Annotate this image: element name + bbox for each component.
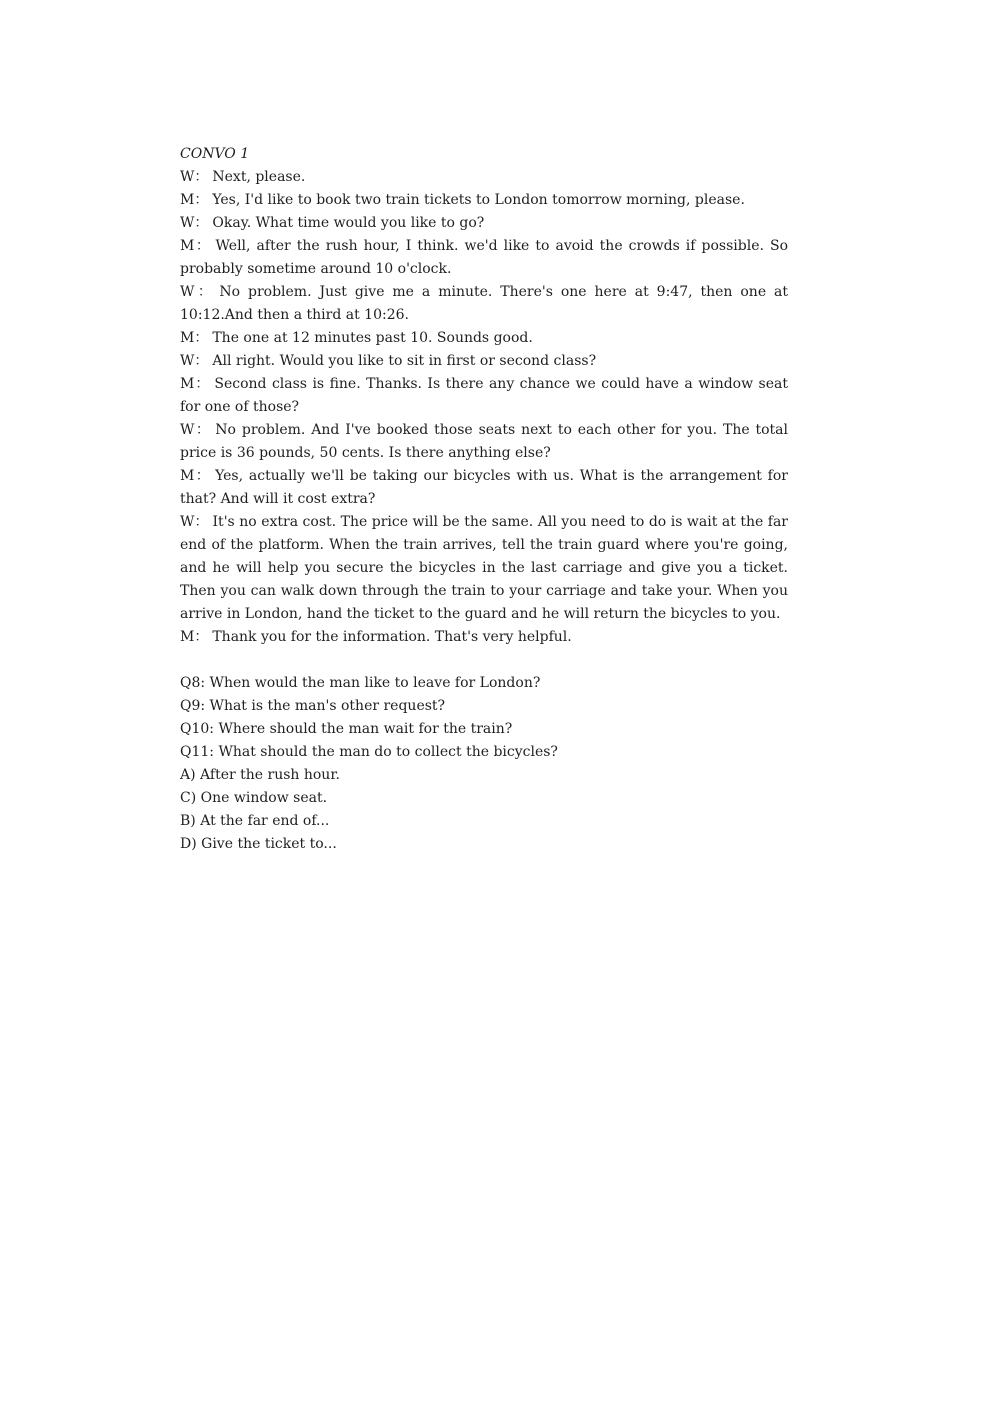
dialogue-line: [180, 373, 788, 419]
speaker-label: M：: [180, 238, 212, 254]
dialogue-text: Well, after the rush hour, I think. we'd like to avoid the crowds if possible. So probably sometime around 10 o'clock.: [180, 238, 788, 277]
dialogue-text: No problem. Just give me a minute. There's one here at 9:47, then one at 10:12.And then a third at 10:26.: [180, 284, 789, 323]
speaker-label: M：: [180, 192, 209, 208]
dialogue: [180, 166, 788, 649]
dialogue-text: The one at 12 minutes past 10. Sounds good.: [212, 330, 533, 346]
dialogue-line: [180, 212, 788, 235]
dialogue-text: Yes, actually we'll be taking our bicycles with us. What is the arrangement for that? And will it cost extra?: [180, 468, 788, 507]
dialogue-line: [180, 327, 788, 350]
answers-list: [180, 764, 788, 856]
question-item: Q10: Where should the man wait for the train?: [180, 721, 513, 737]
dialogue-text: It's no extra cost. The price will be the same. All you need to do is wait at the far end of the platform. When the train arrives, tell the train guard where you're going, and he will help you secure the bicycles in the last carriage and give you a ticket. Then you can walk down through the train to your carriage and take your. When you arrive in London, hand the ticket to the guard and he will return the bicycles to you.: [180, 514, 789, 622]
dialogue-text: Thank you for the information. That's very helpful.: [212, 629, 572, 645]
answer-option: B) At the far end of...: [180, 813, 330, 829]
document-page: [180, 143, 788, 856]
dialogue-text: Second class is fine. Thanks. Is there any chance we could have a window seat for one of those?: [180, 376, 788, 415]
dialogue-text: Next, please.: [212, 169, 306, 185]
dialogue-line: [180, 235, 788, 281]
question-item: Q9: What is the man's other request?: [180, 698, 446, 714]
dialogue-line: [180, 189, 788, 212]
dialogue-line: [180, 465, 788, 511]
speaker-label: W：: [180, 422, 212, 438]
answer-option: D) Give the ticket to...: [180, 836, 337, 852]
speaker-label: W：: [180, 284, 216, 300]
dialogue-line: [180, 511, 788, 626]
document-title: CONVO 1: [180, 146, 250, 162]
section-spacer: [180, 649, 788, 672]
speaker-label: M：: [180, 629, 209, 645]
dialogue-text: All right. Would you like to sit in first or second class?: [212, 353, 597, 369]
speaker-label: W：: [180, 514, 209, 530]
question-item: Q8: When would the man like to leave for London?: [180, 675, 541, 691]
speaker-label: M：: [180, 468, 212, 484]
dialogue-text: No problem. And I've booked those seats next to each other for you. The total price is 36 pounds, 50 cents. Is there anything else?: [180, 422, 789, 461]
dialogue-line: [180, 281, 788, 327]
question-item: Q11: What should the man do to collect the bicycles?: [180, 744, 558, 760]
answer-option: C) One window seat.: [180, 790, 328, 806]
questions-list: [180, 672, 788, 764]
speaker-label: M：: [180, 330, 209, 346]
dialogue-line: [180, 626, 788, 649]
speaker-label: M：: [180, 376, 211, 392]
speaker-label: W：: [180, 353, 209, 369]
speaker-label: W：: [180, 215, 209, 231]
dialogue-line: [180, 166, 788, 189]
dialogue-text: Okay. What time would you like to go?: [212, 215, 485, 231]
dialogue-text: Yes, I'd like to book two train tickets to London tomorrow morning, please.: [212, 192, 745, 208]
dialogue-line: [180, 419, 788, 465]
answer-option: A) After the rush hour.: [180, 767, 340, 783]
speaker-label: W：: [180, 169, 209, 185]
dialogue-line: [180, 350, 788, 373]
